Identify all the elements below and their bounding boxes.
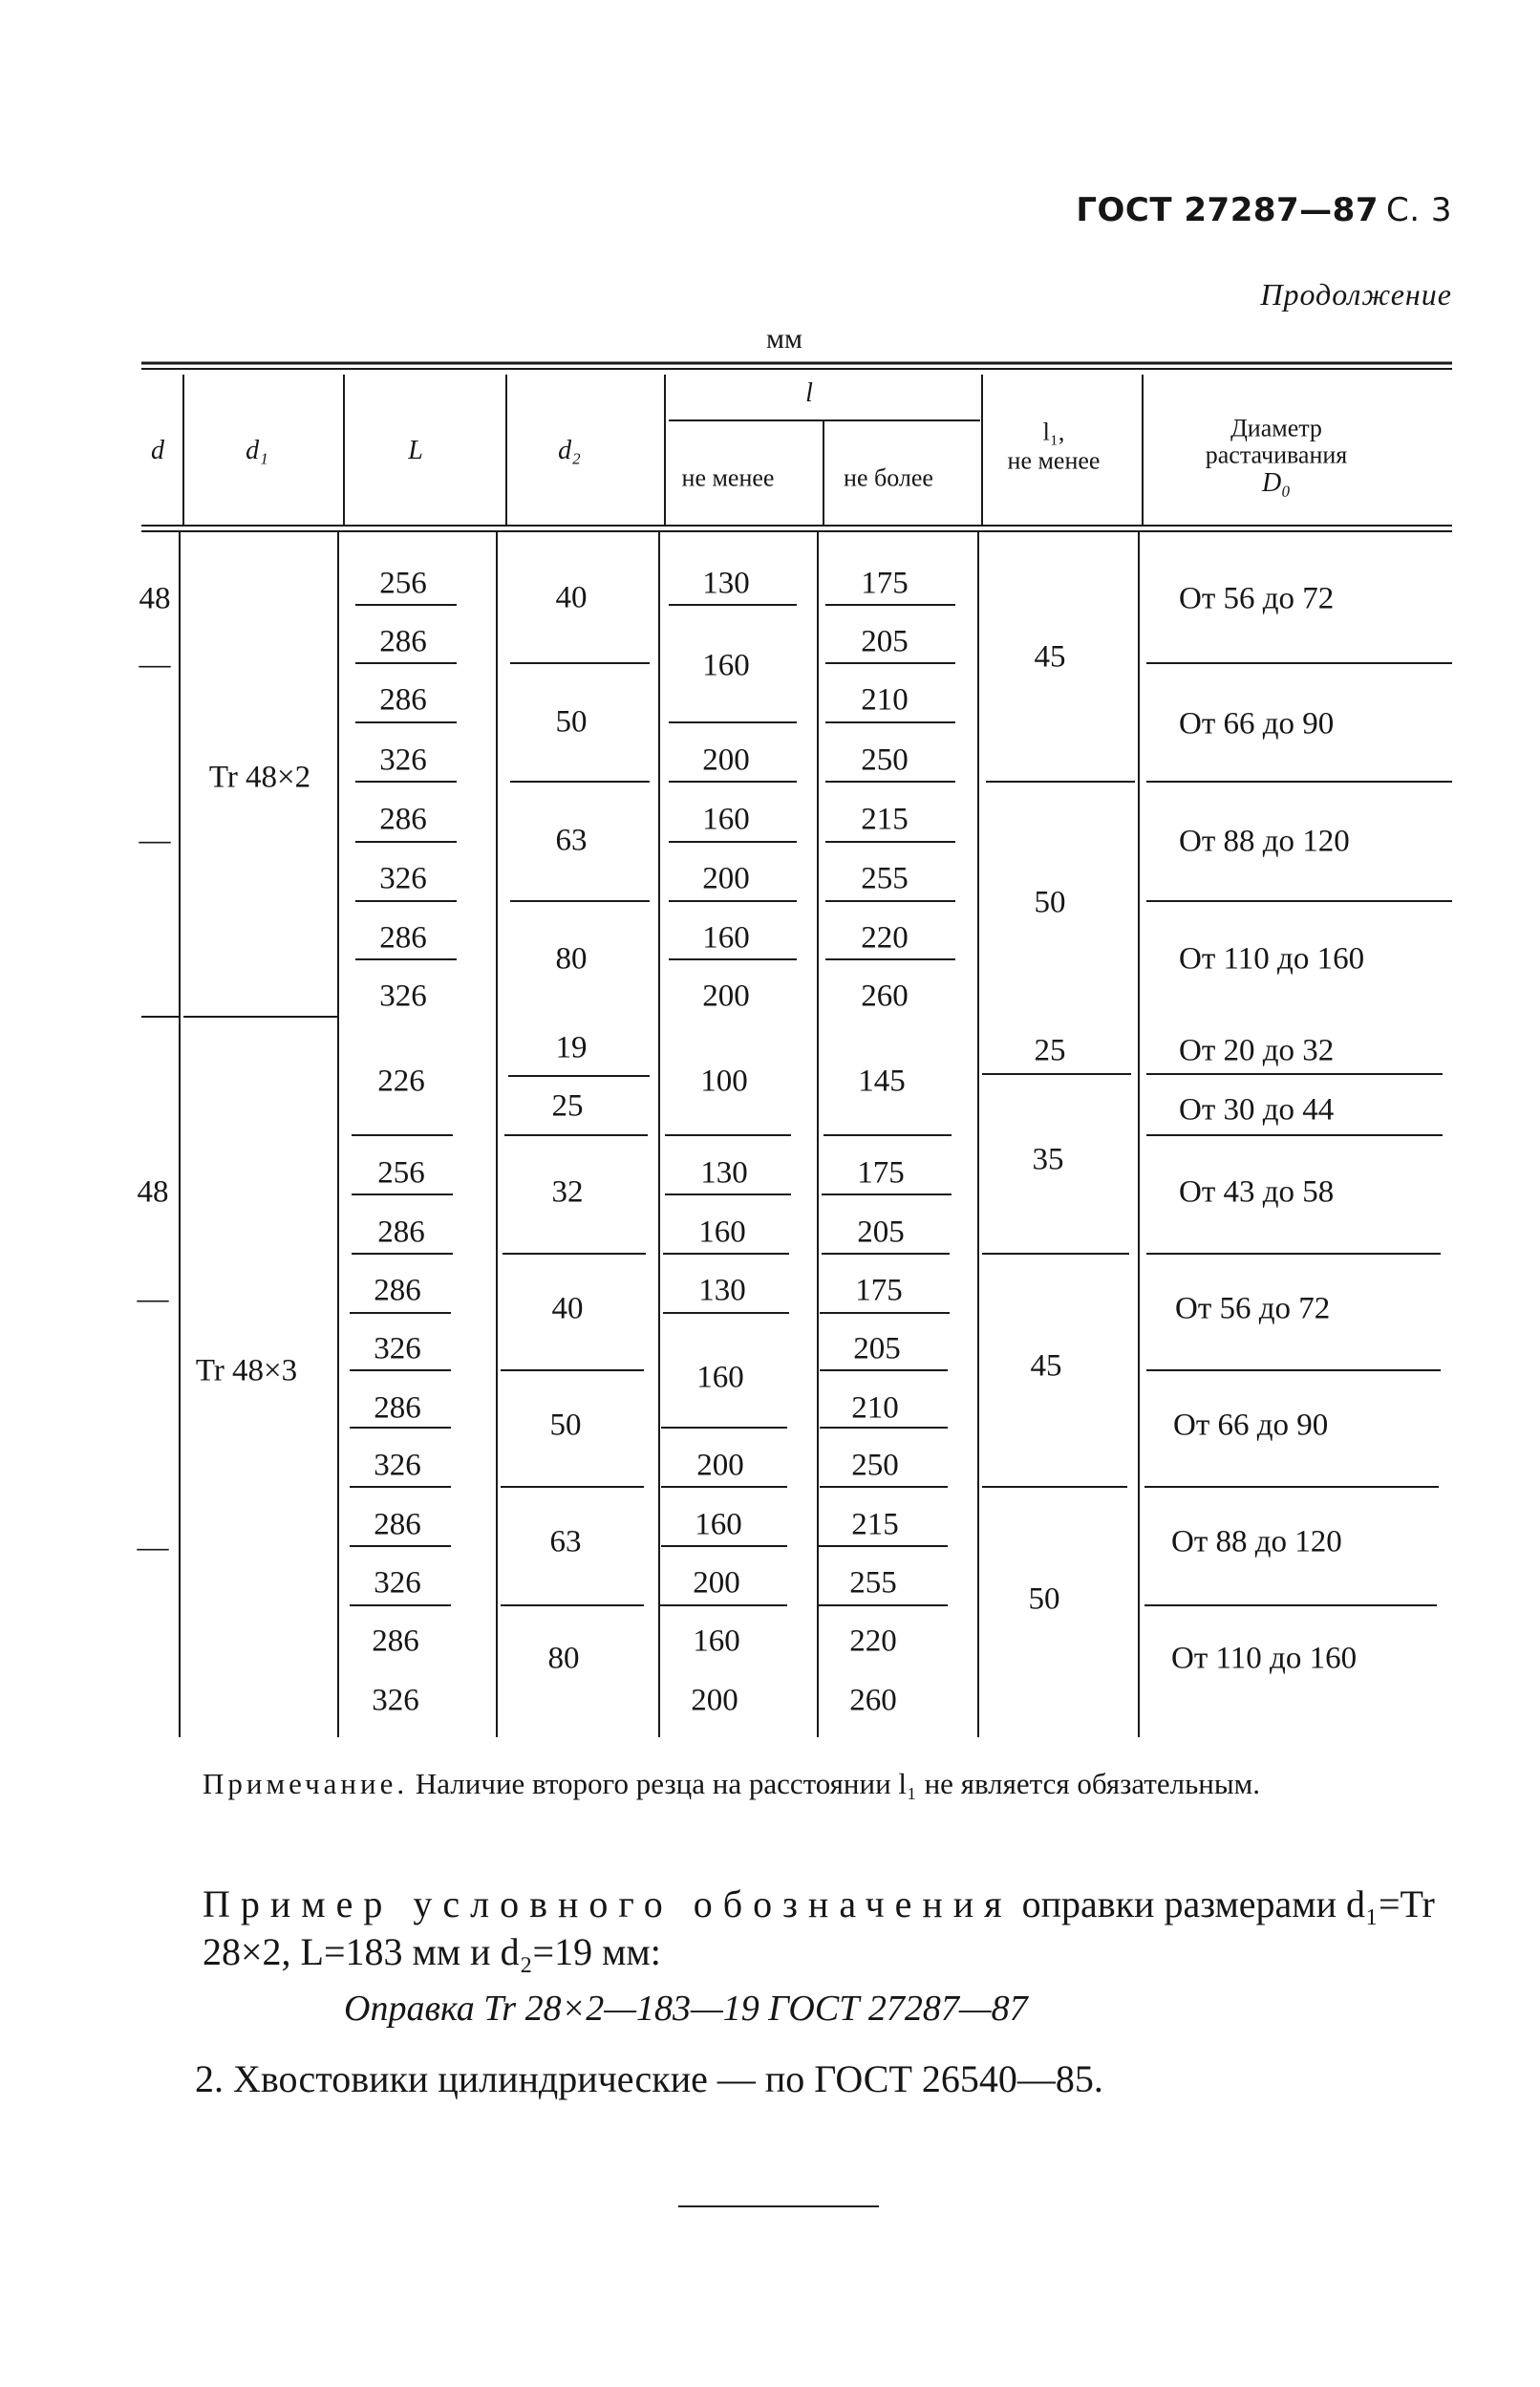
s2-lmax-5: 210 xyxy=(851,1390,899,1426)
s2-lmin-2: 160 xyxy=(698,1215,746,1250)
s2-lmin-6: 200 xyxy=(696,1448,744,1483)
example-designation: Оправка Tr 28×2—183—19 ГОСТ 27287—87 xyxy=(344,1989,1028,2029)
s2-d1: Tr 48×3 xyxy=(195,1353,298,1388)
s2-lmax-3: 175 xyxy=(855,1273,903,1308)
s2-lmin-first: 100 xyxy=(700,1064,748,1099)
s2-L-7: 286 xyxy=(374,1507,421,1542)
note-text: Наличие второго резца на расстоянии l₁ не является обязательным. xyxy=(415,1767,1261,1800)
s2-L-5: 286 xyxy=(374,1390,421,1426)
s1-d2-1: 40 xyxy=(555,580,588,615)
section-point-2: 2. Хвостовики цилиндрические — по ГОСТ 26540—85. xyxy=(195,2057,1103,2100)
s2-d2-1: 32 xyxy=(551,1174,584,1210)
s2-dash-2: — xyxy=(137,1530,169,1565)
s2-l1-2: 45 xyxy=(1030,1348,1062,1384)
s2-lmax-4: 205 xyxy=(853,1331,901,1366)
s2-L-4: 326 xyxy=(374,1331,421,1366)
s1-lmin-6: 200 xyxy=(702,861,750,896)
closing-rule xyxy=(678,2205,879,2207)
s2-D0-3: От 66 до 90 xyxy=(1173,1408,1329,1443)
s1-lmax-6: 255 xyxy=(861,861,909,896)
s1-lmin-7: 160 xyxy=(702,920,750,956)
s2-lmin-1: 130 xyxy=(700,1155,748,1191)
s2-l1-3: 50 xyxy=(1028,1581,1060,1617)
s1-d2-2: 50 xyxy=(555,704,588,740)
s2-D0-4: От 88 до 120 xyxy=(1171,1524,1342,1559)
s2-d-value: 48 xyxy=(137,1174,169,1210)
header-l1: l₁, xyxy=(1042,418,1065,446)
s2-lmin-7: 160 xyxy=(695,1507,742,1542)
s1-L-4: 326 xyxy=(379,742,427,778)
header-l-min: не менее xyxy=(681,463,775,492)
s2-lmax-7: 215 xyxy=(851,1507,899,1542)
s2-lmin-3: 130 xyxy=(698,1273,746,1308)
s1-L-8: 326 xyxy=(379,978,427,1014)
s1-lmax-5: 215 xyxy=(861,802,909,837)
s2-d2-3: 50 xyxy=(549,1408,582,1443)
s2-D0-a: От 20 до 32 xyxy=(1179,1033,1335,1068)
s1-lmin-merged: 160 xyxy=(702,648,750,683)
s1-L-6: 326 xyxy=(379,861,427,896)
header-d1: d₁ xyxy=(246,436,268,465)
s1-lmax-2: 205 xyxy=(861,624,909,659)
s1-D0-4: От 110 до 160 xyxy=(1179,941,1365,977)
s2-d2-2: 40 xyxy=(551,1291,584,1326)
designation-example xyxy=(203,1881,1444,1976)
s1-dash-1: — xyxy=(139,647,171,682)
s1-lmin-8: 200 xyxy=(702,978,750,1014)
s2-L-3: 286 xyxy=(374,1273,421,1308)
s2-D0-2: От 56 до 72 xyxy=(1175,1291,1331,1326)
s1-D0-1: От 56 до 72 xyxy=(1179,581,1335,616)
s2-D0-1: От 43 до 58 xyxy=(1179,1174,1335,1210)
s2-L-first: 226 xyxy=(377,1064,425,1099)
s1-D0-2: От 66 до 90 xyxy=(1179,706,1335,742)
s1-l1-1: 45 xyxy=(1034,639,1066,675)
s2-lmax-8: 255 xyxy=(849,1565,897,1601)
s2-lmax-6: 250 xyxy=(851,1448,899,1483)
header-D0-line2: растачивания xyxy=(1205,441,1348,469)
continuation-label: Продолжение xyxy=(1260,277,1452,312)
s1-L-5: 286 xyxy=(379,802,427,837)
s2-L-10: 326 xyxy=(372,1683,419,1718)
s1-L-7: 286 xyxy=(379,920,427,956)
s1-lmin-1: 130 xyxy=(702,566,750,601)
s1-dash-2: — xyxy=(139,823,171,858)
s2-D0-5: От 110 до 160 xyxy=(1171,1641,1358,1676)
s2-lmax-10: 260 xyxy=(849,1683,897,1718)
page-header xyxy=(1076,191,1452,229)
s1-d-value: 48 xyxy=(139,581,171,616)
header-L: L xyxy=(408,436,423,465)
s2-L-9: 286 xyxy=(372,1624,419,1659)
s1-lmax-7: 220 xyxy=(861,920,909,956)
s2-d2-b: 25 xyxy=(551,1088,584,1124)
s1-lmax-8: 260 xyxy=(861,978,909,1014)
header-l-max: не более xyxy=(844,463,933,492)
s2-d2-4: 63 xyxy=(549,1524,582,1559)
s2-l1-first: 25 xyxy=(1034,1033,1066,1068)
s2-d2-5: 80 xyxy=(547,1641,580,1676)
s1-lmin-4: 200 xyxy=(702,742,750,778)
s1-L-3: 286 xyxy=(379,682,427,718)
note-label: Примечание. xyxy=(203,1767,409,1800)
s2-l1-1: 35 xyxy=(1032,1142,1064,1177)
s2-lmin-8: 200 xyxy=(693,1565,740,1601)
header-l1-sub: не менее xyxy=(1007,446,1101,475)
s1-d2-4: 80 xyxy=(555,941,588,977)
standard-number: ГОСТ 27287—87 xyxy=(1076,191,1379,229)
header-D0-line1: Диаметр xyxy=(1230,414,1322,442)
s1-D0-3: От 88 до 120 xyxy=(1179,824,1350,859)
s1-d2-3: 63 xyxy=(555,823,588,858)
s2-L-2: 286 xyxy=(377,1215,425,1250)
s1-lmax-4: 250 xyxy=(861,742,909,778)
s2-d2-a: 19 xyxy=(555,1030,588,1065)
s2-dash-1: — xyxy=(137,1281,169,1317)
table-note xyxy=(203,1766,1444,1803)
page-number: С. 3 xyxy=(1386,191,1452,229)
s2-lmax-2: 205 xyxy=(857,1215,905,1250)
units-label: мм xyxy=(766,323,802,355)
s2-lmax-9: 220 xyxy=(849,1624,897,1659)
s2-lmin-10: 200 xyxy=(691,1683,738,1718)
s2-L-8: 326 xyxy=(374,1565,421,1601)
s1-l1-2: 50 xyxy=(1034,885,1066,920)
example-spaced: Пример условного обозначения xyxy=(203,1882,1013,1925)
s1-d1: Tr 48×2 xyxy=(208,760,311,795)
s2-L-1: 256 xyxy=(377,1155,425,1191)
header-l: l xyxy=(805,378,813,408)
s1-L-1: 256 xyxy=(379,566,427,601)
s1-lmax-1: 175 xyxy=(861,566,909,601)
s1-lmax-3: 210 xyxy=(861,682,909,718)
s2-L-6: 326 xyxy=(374,1448,421,1483)
s1-lmin-5: 160 xyxy=(702,802,750,837)
dimensions-table xyxy=(137,361,1452,1749)
header-D0-line3: D₀ xyxy=(1262,468,1291,498)
s2-lmin-9: 160 xyxy=(693,1624,740,1659)
s2-D0-b: От 30 до 44 xyxy=(1179,1092,1335,1128)
s2-lmax-first: 145 xyxy=(858,1064,906,1099)
header-d2: d₂ xyxy=(558,436,581,465)
s1-L-2: 286 xyxy=(379,624,427,659)
example-text: оправки размерами d₁=Tr 28×2, L=183 мм и d₂=19 мм: xyxy=(203,1882,1435,1973)
s2-lmax-1: 175 xyxy=(857,1155,905,1191)
s2-lmin-merged: 160 xyxy=(696,1360,744,1395)
header-d: d xyxy=(151,436,164,465)
